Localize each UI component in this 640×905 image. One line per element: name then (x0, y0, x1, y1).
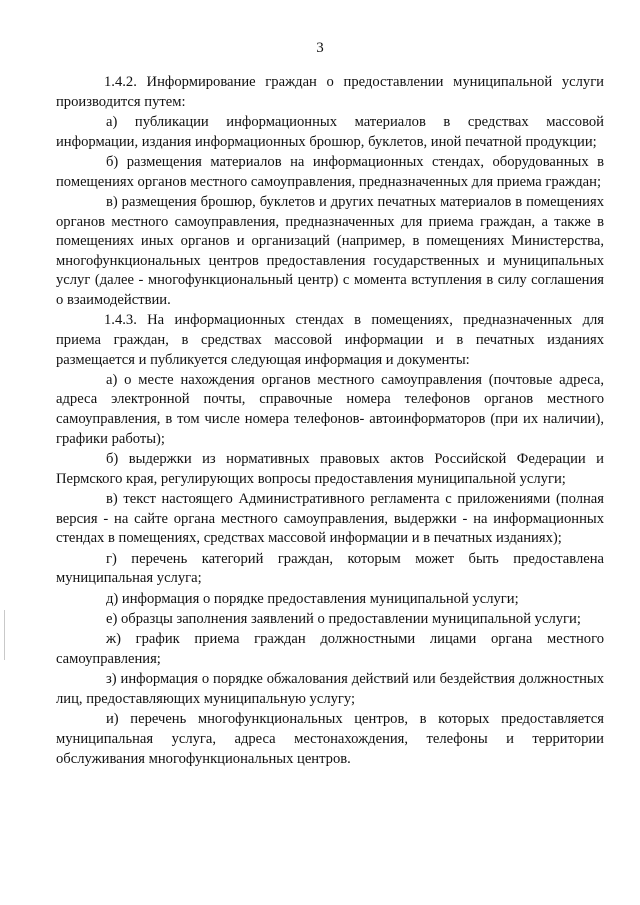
list-item: и) перечень многофункциональных центров, в которых предоставляется муниципальная услуга, адреса местонахождения, телефоны и территории обслуживания многофункциональных центров. (56, 711, 604, 767)
paragraph-1-4-3: 1.4.3. На информационных стендах в помещениях, предназначенных для приема граждан, в средствах массовой информации и в печатных изданиях размещается и публикуется следующая информация и документы: (56, 312, 604, 368)
list-item: в) текст настоящего Административного регламента с приложениями (полная версия - на сайте органа местного самоуправления, выдержки - на информационных стендах в помещениях, средствах массовой информации и в печатных изданиях); (56, 491, 604, 547)
list-item: з) информация о порядке обжалования действий или бездействия должностных лиц, предоставляющих муниципальную услугу; (56, 671, 604, 707)
page-number: 3 (316, 40, 324, 56)
list-item: б) выдержки из нормативных правовых актов Российской Федерации и Пермского края, регулирующих вопросы предоставления муниципальной услуги; (56, 451, 604, 487)
list-item: в) размещения брошюр, буклетов и других печатных материалов в помещениях органов местного самоуправления, предназначенных для приема граждан, а также в помещениях иных органов и организаций (например, в помещениях Министерства, многофункциональных центров предоставления государственных и муниципальных услуг (далее - многофункциональный центр) с момента вступления в силу соглашения о взаимодействии. (56, 193, 604, 308)
list-item: а) публикации информационных материалов в средствах массовой информации, издания информационных брошюр, буклетов, иной печатной продукции; (56, 113, 604, 150)
list-item: а) о месте нахождения органов местного самоуправления (почтовые адреса, адреса электронной почты, справочные номера телефонов органов местного самоуправления, в том числе номера телефонов- автоинформаторов (при их наличии), графики работы); (56, 371, 604, 447)
paragraph-1-4-2: 1.4.2. Информирование граждан о предоставлении муниципальной услуги производится путем: (56, 74, 604, 110)
list-item: б) размещения материалов на информационных стендах, оборудованных в помещениях органов местного самоуправления, предназначенных для приема граждан; (56, 153, 604, 190)
list-item: е) образцы заполнения заявлений о предоставлении муниципальной услуги; (106, 611, 581, 627)
list-item: д) информация о порядке предоставления муниципальной услуги; (106, 590, 519, 607)
list-item: г) перечень категорий граждан, которым может быть предоставлена муниципальная услуга; (56, 550, 604, 587)
list-item: ж) график приема граждан должностными лицами органа местного самоуправления; (56, 631, 604, 667)
document-body (56, 73, 604, 769)
scan-edge-mark (4, 610, 5, 660)
